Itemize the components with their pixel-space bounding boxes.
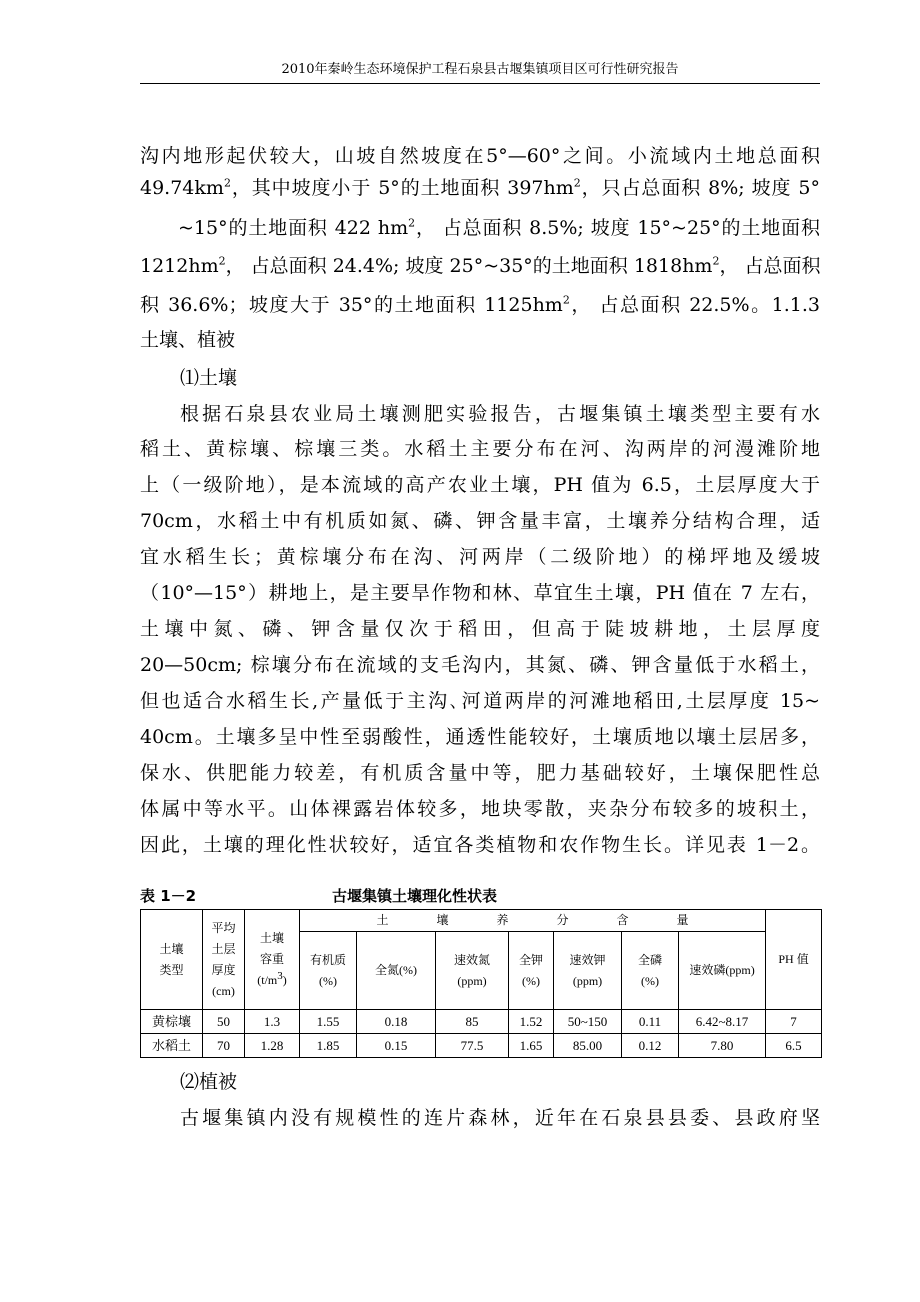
- header-total-p: 全磷(%): [622, 932, 679, 1010]
- table-cell: 6.5: [766, 1034, 822, 1058]
- text-run: ，只占总面积 8%; 坡度 5°: [580, 177, 820, 199]
- header-rule: [140, 83, 820, 84]
- body-line: 20—50cm; 棕壤分布在流域的支毛沟内，其氮、磷、钾含量低于水稻土，: [140, 654, 820, 676]
- superscript: 2: [562, 293, 570, 307]
- body-line: [140, 172, 820, 204]
- body-line: 但也适合水稻生长,产量低于主沟､河道两岸的河滩地稻田,土层厚度 15~: [140, 690, 820, 712]
- superscript: 2: [712, 254, 720, 268]
- header-nutrient-group: 土 壤 养 分 含 量: [300, 910, 766, 932]
- table-cell: 1.85: [300, 1034, 357, 1058]
- table-cell: 1.55: [300, 1010, 357, 1034]
- text-run: ~15°的土地面积 422 hm: [178, 217, 409, 239]
- table-cell: 50~150: [554, 1010, 622, 1034]
- text-run: ， 占总面积 22.5%。1.1.3: [569, 294, 820, 316]
- table-cell: 0.18: [357, 1010, 436, 1034]
- body-line: 70cm，水稻土中有机质如氮、磷、钾含量丰富，土壤养分结构合理，适: [140, 510, 820, 532]
- table-row: [141, 1034, 822, 1058]
- body-line: 体属中等水平。山体裸露岩体较多，地块零散，夹杂分布较多的坡积土，: [140, 798, 820, 820]
- table-cell: 1.28: [245, 1034, 300, 1058]
- body-line: 因此，土壤的理化性状较好，适宜各类植物和农作物生长。详见表 1－2。: [140, 834, 820, 856]
- body-line: 上（一级阶地），是本流域的高产农业土壤，PH 值为 6.5，土层厚度大于: [140, 474, 820, 496]
- header-soil-type: 土壤类型: [141, 910, 203, 1010]
- table-cell: 0.15: [357, 1034, 436, 1058]
- text-run: ， 占总面积: [719, 255, 821, 277]
- superscript: 2: [408, 216, 416, 230]
- table-cell: 6.42~8.17: [679, 1010, 766, 1034]
- text-run: 1212hm: [140, 255, 219, 277]
- text-run: ， 占总面积 24.4%; 坡度 25°~35°的土地面积 1818hm: [225, 255, 713, 277]
- header-organic: 有机质(%): [300, 932, 357, 1010]
- header-avail-k: 速效钾(ppm): [554, 932, 622, 1010]
- table-cell: 85.00: [554, 1034, 622, 1058]
- header-avail-n: 速效氮(ppm): [436, 932, 509, 1010]
- table-cell: 50: [203, 1010, 245, 1034]
- superscript: 2: [223, 176, 231, 190]
- header-total-k: 全钾(%): [509, 932, 554, 1010]
- text-run: 49.74km: [140, 177, 224, 199]
- header-avail-p: 速效磷(ppm): [679, 932, 766, 1010]
- table-cell: 0.11: [622, 1010, 679, 1034]
- header-depth: 平均土层厚度(cm): [203, 910, 245, 1010]
- body-line: 稻土、黄棕壤、棕壤三类。水稻土主要分布在河、沟两岸的河漫滩阶地: [140, 438, 820, 460]
- header-density: 土壤容重 $(t/m^3)$: [245, 910, 300, 1010]
- section-heading-vegetation: ⑵植被: [180, 1071, 238, 1093]
- running-header: 2010年秦岭生态环境保护工程石泉县古堰集镇项目区可行性研究报告: [281, 62, 679, 77]
- table-cell: 77.5: [436, 1034, 509, 1058]
- table-cell: 黄棕壤: [141, 1010, 203, 1034]
- body-line: [140, 250, 820, 282]
- body-line: 土壤中氮、磷、钾含量仅次于稻田，但高于陡坡耕地，土层厚度: [140, 618, 820, 640]
- header-ph: PH 值: [766, 910, 822, 1010]
- table-cell: 7.80: [679, 1034, 766, 1058]
- text-run: ， 占总面积 8.5%; 坡度 15°~25°的土地面积: [415, 217, 820, 239]
- superscript: 2: [573, 176, 581, 190]
- text-run: 积 36.6%；坡度大于 35°的土地面积 1125hm: [140, 294, 563, 316]
- body-line: 宜水稻生长；黄棕壤分布在沟、河两岸（二级阶地）的梯坪地及缓坡: [140, 546, 820, 568]
- body-line: 保水、供肥能力较差，有机质含量中等，肥力基础较好，土壤保肥性总: [140, 762, 820, 784]
- superscript: 2: [218, 254, 226, 268]
- table-cell: 1.52: [509, 1010, 554, 1034]
- table-cell: 水稻土: [141, 1034, 203, 1058]
- soil-properties-table: [140, 909, 822, 1058]
- header-total-n: 全氮(%): [357, 932, 436, 1010]
- table-number: 表 1－2: [140, 887, 197, 905]
- table-title: 古堰集镇土壤理化性状表: [332, 887, 498, 905]
- table-caption: [140, 884, 498, 908]
- body-line: [178, 212, 820, 244]
- body-line: 根据石泉县农业局土壤测肥实验报告，古堰集镇土壤类型主要有水: [180, 403, 820, 425]
- body-line: （10°—15°）耕地上，是主要旱作物和林、草宜生土壤，PH 值在 7 左右，: [140, 582, 820, 604]
- body-line: 沟内地形起伏较大，山坡自然坡度在5°—60°之间。小流域内土地总面积: [140, 145, 820, 167]
- table-row: [141, 1010, 822, 1034]
- table-cell: 1.3: [245, 1010, 300, 1034]
- body-line: 古堰集镇内没有规模性的连片森林，近年在石泉县县委、县政府坚: [180, 1107, 820, 1129]
- table-cell: 85: [436, 1010, 509, 1034]
- body-line: 40cm。土壤多呈中性至弱酸性，通透性能较好，土壤质地以壤土层居多，: [140, 726, 820, 748]
- table-cell: 0.12: [622, 1034, 679, 1058]
- text-run: ，其中坡度小于 5°的土地面积 397hm: [230, 177, 574, 199]
- table-cell: 7: [766, 1010, 822, 1034]
- table-cell: 70: [203, 1034, 245, 1058]
- body-line: [140, 289, 820, 321]
- body-line: 土壤、植被: [140, 329, 236, 351]
- table-cell: 1.65: [509, 1034, 554, 1058]
- section-heading-soil: ⑴土壤: [180, 367, 238, 389]
